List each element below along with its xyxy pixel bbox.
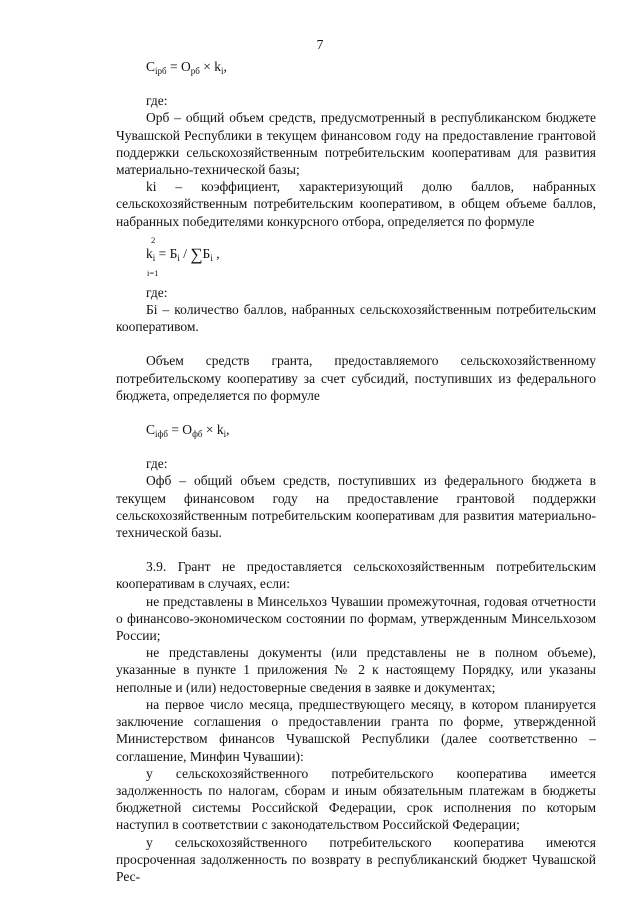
formula-text: Б <box>202 245 211 261</box>
paragraph-condition-overdue-debt: у сельскохозяйственного потребительского кооператива имеются просроченная задолженность по возврату в республиканский бюджет Чувашской Рес- <box>116 834 596 884</box>
formula-text: = О <box>166 59 191 74</box>
where-label: где: <box>146 93 168 109</box>
paragraph-condition-date: на первое число месяца, предшествующего месяцу, в котором планируется заключение соглашения о предоставлении гранта по форме, утвержденной Министерством финансов Чувашской Республики (далее соответственно – соглашение, Минфин Чувашии): <box>116 696 596 764</box>
sum-lower-limit: i=1 <box>147 267 159 278</box>
formula-subscript: рб <box>190 66 200 76</box>
formula-text: , <box>226 422 230 438</box>
paragraph-condition-documents: не представлены документы (или представлены не в полном объеме), указанные в пункте 1 приложения № 2 к настоящему Порядку, или указаны неполные и (или) недостоверные сведения в заявке и документах; <box>116 645 596 695</box>
paragraph-condition-reports: не представлены в Минсельхоз Чувашии промежуточная, годовая отчетности о финансово-экономическом состоянии по формам, утвержденным Минсельхозом России; <box>116 593 596 644</box>
paragraph-3-9: 3.9. Грант не предоставляется сельскохозяйственным потребительским кооперативам в случаях, если: <box>116 559 596 592</box>
formula-text: , <box>212 245 220 261</box>
formula-text: = О <box>167 422 193 438</box>
formula-text: × k <box>202 422 224 438</box>
paragraph-condition-tax-debt: у сельскохозяйственного потребительского кооператива имеется задолженность по налогам, сборам и иным обязательным платежам в бюджеты бюджетной системы Российской Федерации, срок исполнения по которым наступил в соответствии с законодательством Российской Федерации; <box>116 765 596 833</box>
where-label: где: <box>146 456 168 472</box>
formula-text: k <box>146 245 153 261</box>
formula-text: / <box>179 245 191 261</box>
formula-ki-main <box>146 245 220 263</box>
formula-subscript: іфб <box>155 429 168 440</box>
paragraph-ki: ki – коэффициент, характеризующий долю баллов, набранных сельскохозяйственным потребительским кооперативом, в общем объеме баллов, набранных победителями конкурсного отбора, определяется по формуле <box>116 179 596 229</box>
formula-subscript: i <box>220 66 224 76</box>
where-label: где: <box>146 284 168 300</box>
formula-text: × k <box>199 59 221 74</box>
formula-subscript: i <box>152 252 156 263</box>
formula-subscript: i <box>210 252 213 263</box>
formula-subscript: i <box>177 252 180 263</box>
paragraph-orb: Орб – общий объем средств, предусмотренный в республиканском бюджете Чувашской Республики в текущем финансовом году на предоставление грантовой поддержки сельскохозяйственным потребительским кооперативам для развития материально-технической базы; <box>116 110 596 178</box>
sum-sign: ∑ <box>190 244 203 264</box>
formula-ki <box>116 230 596 284</box>
paragraph-ofb: Офб – общий объем средств, поступивших из федерального бюджета в текущем финансовом году на предоставление грантовой поддержки сельскохозяйственным потребительским кооперативам для развития материально-технической базы. <box>116 473 596 541</box>
formula-subscript: фб <box>192 429 203 440</box>
formula-text: С <box>146 422 156 438</box>
formula-subscript: ірб <box>155 66 167 76</box>
paragraph-grant-volume: Объем средств гранта, предоставляемого сельскохозяйственному потребительскому кооперативу за счет субсидий, поступивших из федерального бюджета, определяется по формуле <box>116 353 596 403</box>
formula-text: = Б <box>155 245 178 261</box>
paragraph-bi: Бi – количество баллов, набранных сельскохозяйственным потребительским кооперативом. <box>116 302 596 335</box>
page-body <box>116 58 596 885</box>
formula-text: , <box>223 59 227 74</box>
formula-text: С <box>146 59 156 74</box>
formula-subscript: i <box>223 429 227 440</box>
formula-c-irb <box>116 58 596 75</box>
page-number: 7 <box>316 37 324 52</box>
formula-c-ifb <box>116 421 596 438</box>
sum-upper-limit: 2 <box>151 234 156 245</box>
